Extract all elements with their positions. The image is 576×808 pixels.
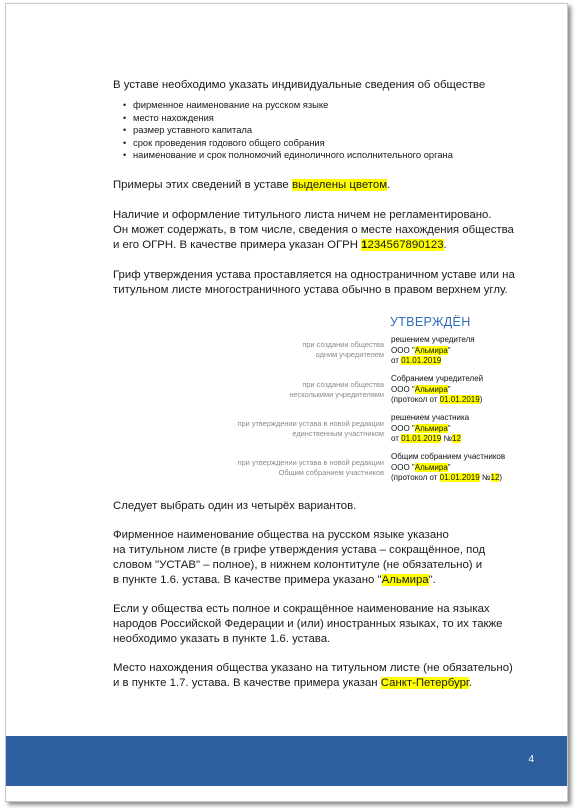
stamp-text: (протокол от [391, 473, 440, 483]
stamp-line [391, 346, 475, 357]
page-number: 4 [528, 754, 534, 765]
foreign-name-paragraph [113, 602, 545, 647]
examples-paragraph [113, 178, 545, 193]
foreign-para-line: Если у общества есть полное и сокращённое наименование на языках [113, 603, 490, 615]
name-para-line [113, 573, 545, 588]
approval-date: 01.01.2019 [439, 395, 480, 405]
title-page-line: Наличие и оформление титульного листа ничем не регламентировано. [113, 208, 492, 221]
variant-description [238, 419, 384, 439]
stamp-line: решением участника [391, 413, 470, 422]
grif-paragraph [113, 268, 545, 298]
list-item: • срок проведения годового общего собрания [123, 137, 545, 150]
variant-description-line: несколькими учредителями [289, 390, 384, 399]
list-item: • место нахождения [123, 112, 545, 125]
stamp-text: " [447, 345, 451, 355]
name-para-line: на титульном листе (в грифе утверждения устава – сокращённое, под [113, 544, 486, 556]
lower-text [113, 499, 545, 691]
examples-end: . [387, 178, 391, 191]
list-item: • размер уставного капитала [123, 124, 545, 137]
page-content [113, 78, 545, 689]
choose-variant-text: Следует выбрать один из четырёх вариантов. [113, 500, 357, 512]
stamp-line [391, 434, 469, 445]
stamp-text: (протокол от [391, 395, 440, 405]
stamp-text: " [447, 423, 451, 433]
approval-title: УТВЕРЖДЁН [390, 315, 471, 329]
variant-stamp [391, 452, 505, 484]
stamp-line [391, 385, 483, 396]
protocol-number: 12 [490, 473, 500, 483]
location-para-text: и в пункте 1.7. устава. В качестве примера указан [113, 677, 381, 689]
stamp-text: ) [479, 395, 483, 405]
company-name: Альмира [414, 345, 448, 355]
stamp-text: ООО " [391, 384, 415, 394]
stamp-text: " [447, 384, 451, 394]
city-highlight: Санкт-Петербург [380, 677, 469, 689]
stamp-text: от [391, 434, 402, 444]
stamp-line [391, 473, 505, 484]
list-item: • фирменное наименование на русском языке [123, 99, 545, 112]
variant-description-line: при утверждении устава в новой редакции [237, 458, 384, 467]
approval-date: 01.01.2019 [401, 356, 442, 366]
stamp-text: № [479, 473, 491, 483]
title-page-paragraph [113, 208, 545, 253]
company-name-highlight: Альмира [381, 574, 429, 586]
company-name-paragraph [113, 528, 545, 588]
stamp-text: ) [499, 473, 503, 483]
variant-description-line: при создании общества [302, 380, 384, 389]
title-page-line [113, 238, 545, 253]
variant-stamp [391, 413, 469, 445]
location-paragraph [113, 661, 545, 691]
stamp-line: Общим собранием участников [391, 452, 506, 461]
ogrn-rest-digits: 234567890123 [367, 238, 444, 251]
approval-date: 01.01.2019 [401, 434, 442, 444]
stamp-text: ООО " [391, 345, 415, 355]
variant-description-line: Общим собранием участников [278, 468, 384, 477]
company-name: Альмира [414, 462, 448, 472]
stamp-text: от [391, 356, 402, 366]
stamp-line: Собранием учредителей [391, 374, 484, 383]
stamp-line: решением учредителя [391, 335, 475, 344]
stamp-line [391, 424, 469, 435]
protocol-number: 12 [452, 434, 461, 444]
intro-text: В уставе необходимо указать индивидуальные сведения об обществе [113, 79, 486, 91]
name-para-text: ". [428, 574, 436, 586]
name-para-text: в пункте 1.6. устава. В качестве примера указано " [113, 574, 382, 586]
stamp-text: " [447, 462, 451, 472]
location-para-line: Место нахождения общества указано на титульном листе (не обязательно) [113, 662, 513, 674]
page-footer-band [6, 736, 567, 786]
variant-description-line: при утверждении устава в новой редакции [237, 419, 384, 428]
stamp-line [391, 356, 475, 367]
document-page [5, 3, 568, 802]
variant-description-line: одним учредителем [315, 350, 384, 359]
info-list [113, 99, 545, 162]
variant-description [289, 380, 384, 400]
company-name: Альмира [414, 384, 448, 394]
highlighted-phrase: выделены цветом [291, 178, 388, 191]
ogrn-value [361, 239, 443, 251]
foreign-para-line: необходимо указать в пункте 1.6. устава. [113, 633, 331, 645]
variant-stamp [391, 374, 483, 406]
list-item: • наименование и срок полномочий единоличного исполнительного органа [123, 149, 545, 162]
stamp-line [391, 463, 505, 474]
location-para-text: . [468, 677, 472, 689]
variant-description-line: при создании общества [302, 340, 384, 349]
name-para-line: словом "УСТАВ" – полное), в нижнем колонтитуле (не обязательно) и [113, 559, 483, 571]
examples-text: Примеры этих сведений в уставе [113, 178, 292, 191]
name-para-line: Фирменное наименование общества на русском языке указано [113, 529, 449, 541]
company-name: Альмира [414, 423, 448, 433]
variant-description-line: единственным участником [292, 429, 384, 438]
variant-description [302, 340, 384, 360]
foreign-para-line: народов Российской Федерации и (или) иностранных языках, то их также [113, 618, 503, 630]
grif-line: Гриф утверждения устава проставляется на одностраничном уставе или на [113, 268, 515, 281]
variant-description [238, 458, 384, 478]
ogrn-first-digit: 1 [361, 238, 368, 251]
stamp-text: № [441, 434, 453, 444]
ogrn-end: . [443, 238, 447, 251]
ogrn-label: и его ОГРН. В качестве примера указан ОГРН [113, 238, 362, 251]
variant-stamp [391, 335, 475, 367]
stamp-text: ООО " [391, 423, 415, 433]
title-page-line: Он может содержать, в том числе, сведения о месте нахождения общества [113, 223, 514, 236]
stamp-text: ООО " [391, 462, 415, 472]
stamp-line [391, 395, 483, 406]
approval-date: 01.01.2019 [439, 473, 480, 483]
location-para-line [113, 676, 545, 691]
grif-line: титульном листе многостраничного устава обычно в правом верхнем углу. [113, 283, 508, 296]
